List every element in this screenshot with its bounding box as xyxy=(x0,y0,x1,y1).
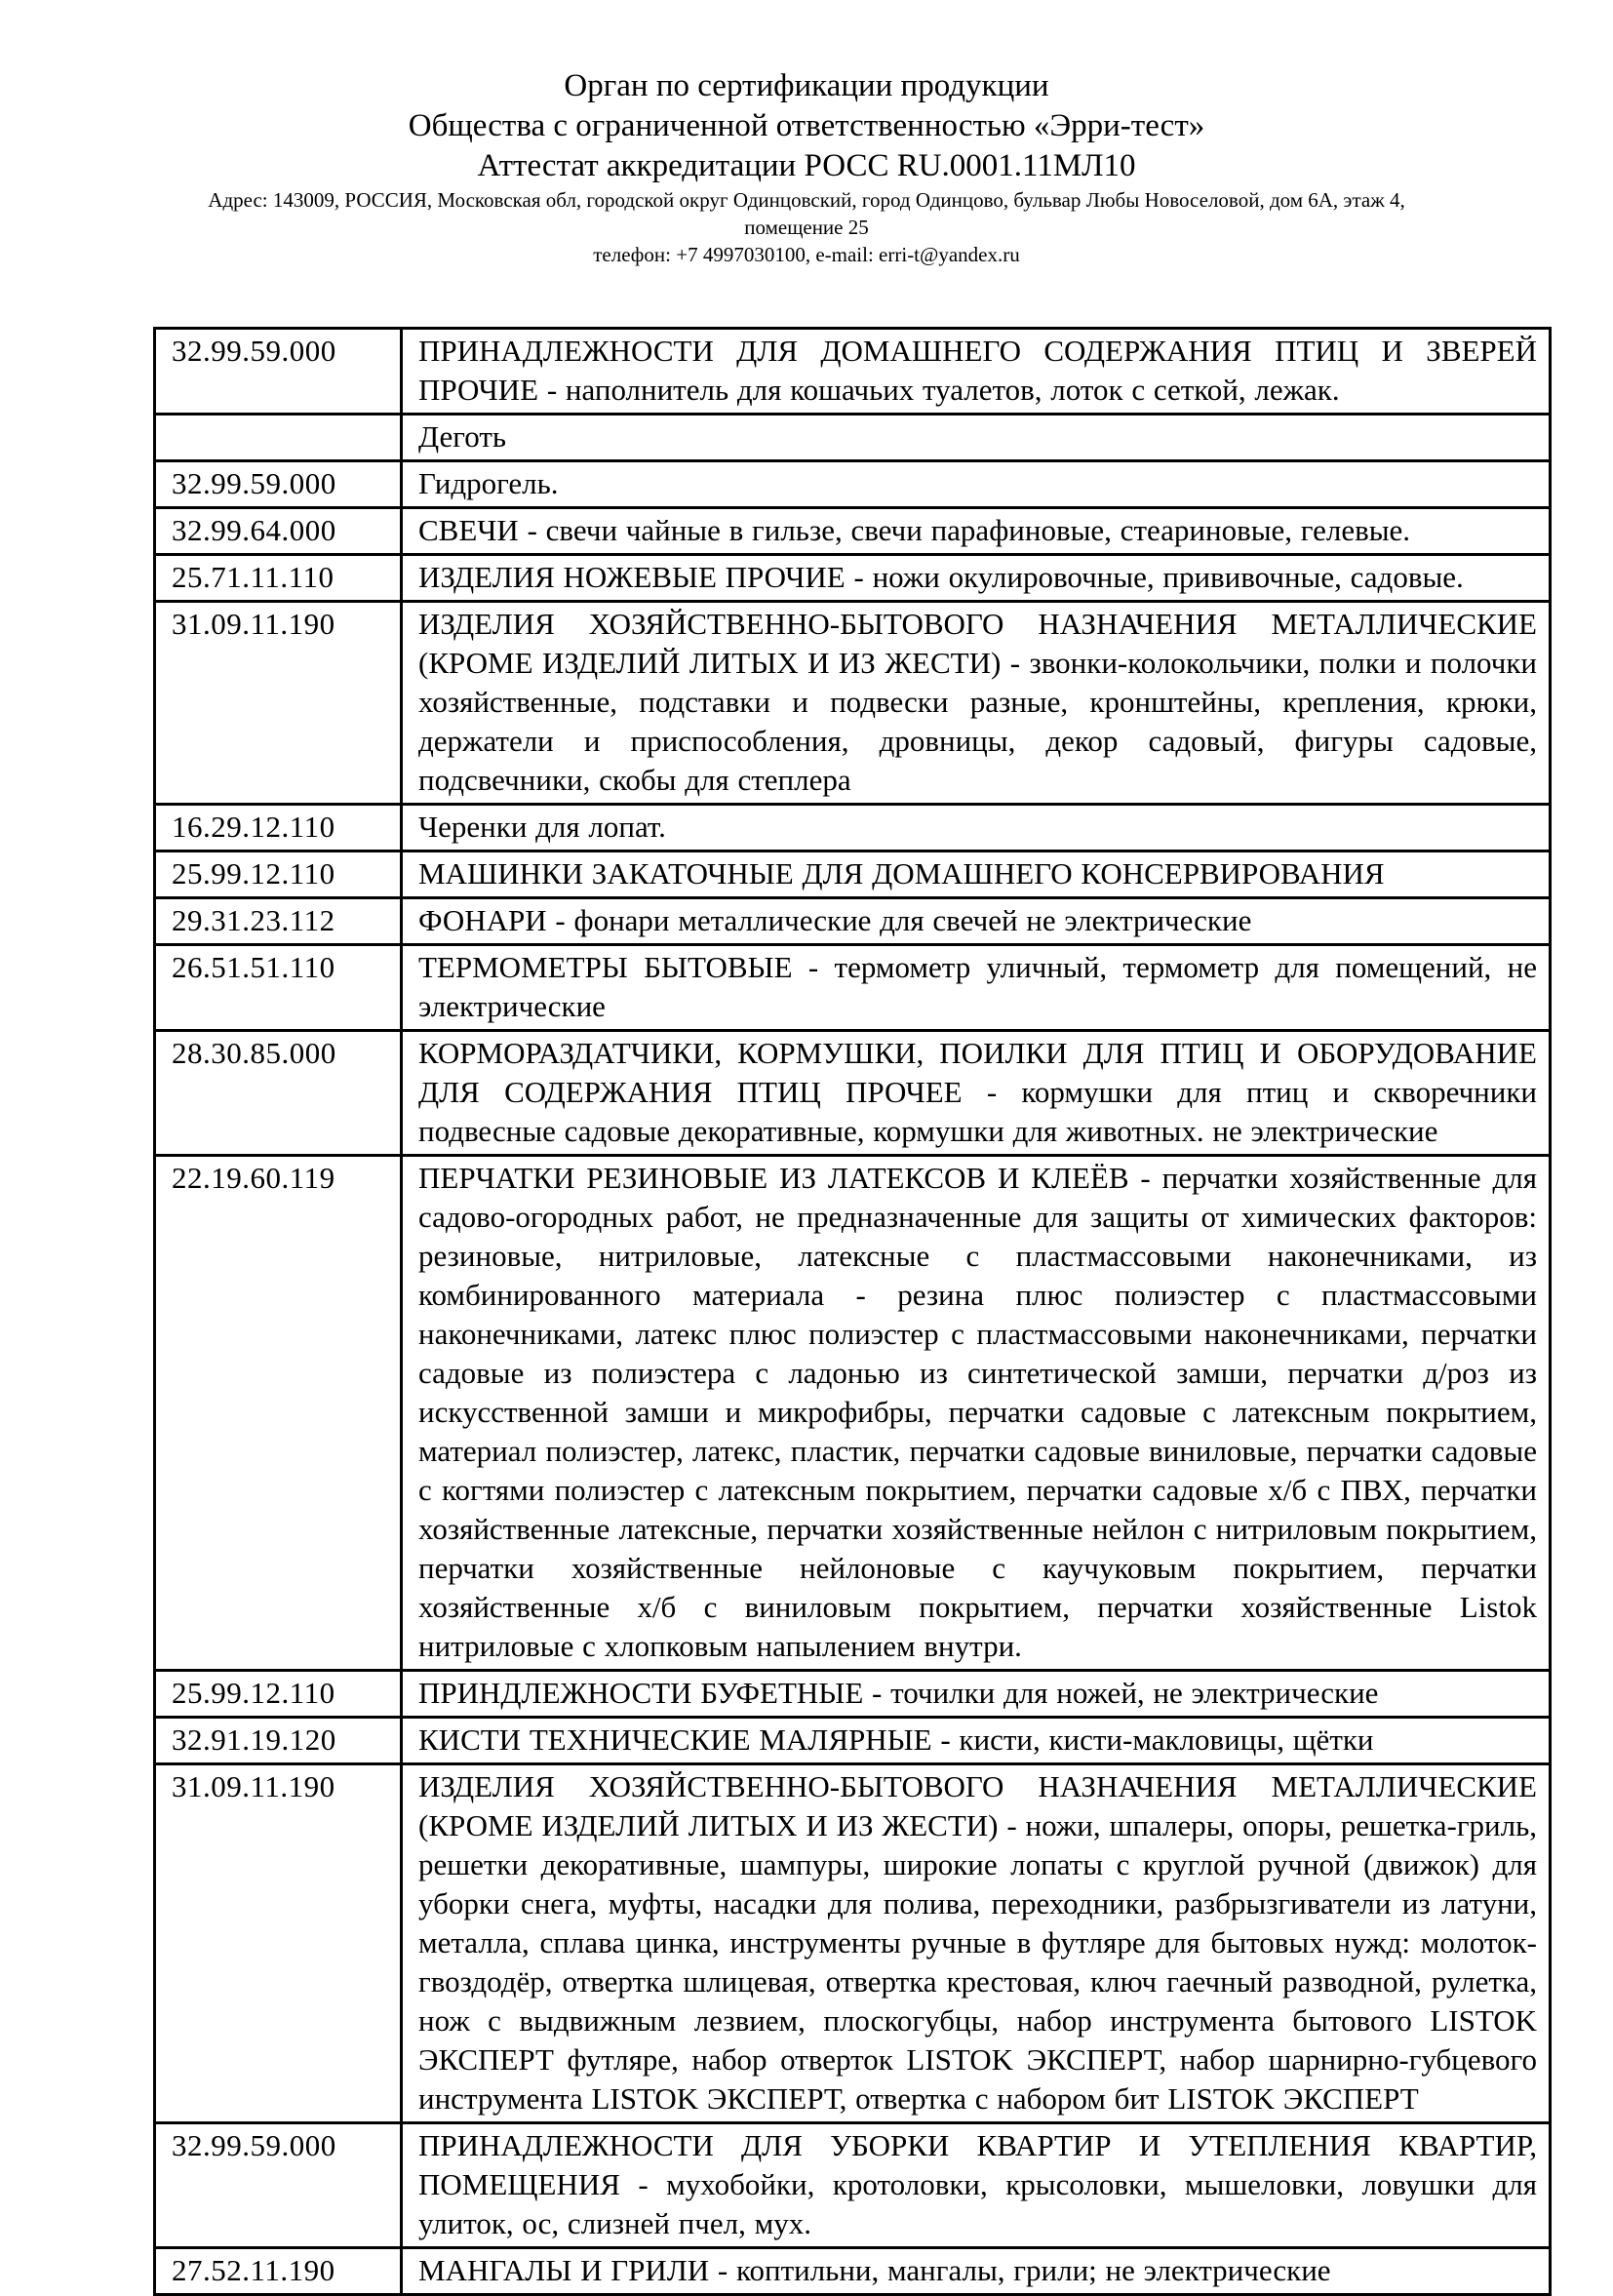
table-row xyxy=(155,508,1551,555)
product-code xyxy=(155,415,402,461)
table-row xyxy=(155,1764,1551,2123)
table-row xyxy=(155,1031,1551,1156)
product-code: 27.52.11.190 xyxy=(155,2248,402,2295)
document-header xyxy=(0,0,1613,268)
product-description: Деготь xyxy=(402,415,1551,461)
product-code: 32.99.64.000 xyxy=(155,508,402,555)
product-description: ПРИНАДЛЕЖНОСТИ ДЛЯ УБОРКИ КВАРТИР И УТЕПЛЕНИЯ КВАРТИР, ПОМЕЩЕНИЯ - мухобойки, кротоловки, крысоловки, мышеловки, ловушки для улиток, ос, слизней пчел, мух. xyxy=(402,2123,1551,2248)
product-certification-table xyxy=(153,327,1552,2296)
product-description: ПЕРЧАТКИ РЕЗИНОВЫЕ ИЗ ЛАТЕКСОВ И КЛЕЁВ - перчатки хозяйственные для садово-огородных работ, не предназначенные для защиты от химических факторов: резиновые, нитриловые, латексные с пластмассовыми наконечниками, из комбинированного материала - резина плюс полиэстер с пластмассовыми наконечниками, латекс плюс полиэстер с пластмассовыми наконечниками, перчатки садовые из полиэстера с ладонью из синтетической замши, перчатки д/роз из искусственной замши и микрофибры, перчатки садовые с латексным покрытием, материал полиэстер, латекс, пластик, перчатки садовые виниловые, перчатки садовые с когтями полиэстер с латексным покрытием, перчатки садовые х/б с ПВХ, перчатки хозяйственные латексные, перчатки хозяйственные нейлон с нитриловым покрытием, перчатки хозяйственные нейлоновые с каучуковым покрытием, перчатки хозяйственные х/б с виниловым покрытием, перчатки хозяйственные Listok нитриловые с хлопковым напылением внутри. xyxy=(402,1156,1551,1671)
product-code: 32.91.19.120 xyxy=(155,1718,402,1764)
product-description: ТЕРМОМЕТРЫ БЫТОВЫЕ - термометр уличный, термометр для помещений, не электрические xyxy=(402,945,1551,1031)
product-code: 25.99.12.110 xyxy=(155,851,402,898)
table-row xyxy=(155,415,1551,461)
product-code: 16.29.12.110 xyxy=(155,805,402,851)
table-row xyxy=(155,945,1551,1031)
product-code: 32.99.59.000 xyxy=(155,329,402,415)
product-description: МАНГАЛЫ И ГРИЛИ - коптильни, мангалы, грили; не электрические xyxy=(402,2248,1551,2295)
product-code: 31.09.11.190 xyxy=(155,1764,402,2123)
product-code: 28.30.85.000 xyxy=(155,1031,402,1156)
address-line2: помещение 25 xyxy=(744,216,869,239)
table-row xyxy=(155,2248,1551,2295)
org-title-line1: Орган по сертификации продукции xyxy=(564,68,1049,103)
product-description: СВЕЧИ - свечи чайные в гильзе, свечи парафиновые, стеариновые, гелевые. xyxy=(402,508,1551,555)
product-description: Гидрогель. xyxy=(402,461,1551,508)
product-code: 25.71.11.110 xyxy=(155,555,402,602)
table-row xyxy=(155,1156,1551,1671)
table-row xyxy=(155,805,1551,851)
table-row xyxy=(155,329,1551,415)
product-code: 25.99.12.110 xyxy=(155,1671,402,1718)
table-row xyxy=(155,851,1551,898)
product-description: МАШИНКИ ЗАКАТОЧНЫЕ ДЛЯ ДОМАШНЕГО КОНСЕРВИРОВАНИЯ xyxy=(402,851,1551,898)
product-description: КОРМОРАЗДАТЧИКИ, КОРМУШКИ, ПОИЛКИ ДЛЯ ПТИЦ И ОБОРУДОВАНИЕ ДЛЯ СОДЕРЖАНИЯ ПТИЦ ПРОЧЕЕ - кормушки для птиц и скворечники подвесные садовые декоративные, кормушки для животных. не электрические xyxy=(402,1031,1551,1156)
table-row xyxy=(155,555,1551,602)
table-row xyxy=(155,1671,1551,1718)
accreditation-line: Аттестат аккредитации РОСС RU.0001.11МЛ10 xyxy=(477,148,1136,183)
product-code: 22.19.60.119 xyxy=(155,1156,402,1671)
contacts-line: телефон: +7 4997030100, e-mail: erri-t@yandex.ru xyxy=(593,243,1020,266)
table-row xyxy=(155,461,1551,508)
table-row xyxy=(155,602,1551,805)
table-row xyxy=(155,2123,1551,2248)
product-description: ФОНАРИ - фонари металлические для свечей не электрические xyxy=(402,898,1551,945)
table-row xyxy=(155,898,1551,945)
product-code: 29.31.23.112 xyxy=(155,898,402,945)
product-code: 32.99.59.000 xyxy=(155,2123,402,2248)
product-description: ИЗДЕЛИЯ НОЖЕВЫЕ ПРОЧИЕ - ножи окулировочные, прививочные, садовые. xyxy=(402,555,1551,602)
address-line1: Адрес: 143009, РОССИЯ, Московская обл, городской округ Одинцовский, город Одинцово, бульвар Любы Новоселовой, дом 6А, этаж 4, xyxy=(208,188,1405,212)
product-description: ПРИНДЛЕЖНОСТИ БУФЕТНЫЕ - точилки для ножей, не электрические xyxy=(402,1671,1551,1718)
product-description: ПРИНАДЛЕЖНОСТИ ДЛЯ ДОМАШНЕГО СОДЕРЖАНИЯ ПТИЦ И ЗВЕРЕЙ ПРОЧИЕ - наполнитель для кошачьих туалетов, лоток с сеткой, лежак. xyxy=(402,329,1551,415)
product-code: 26.51.51.110 xyxy=(155,945,402,1031)
product-code: 32.99.59.000 xyxy=(155,461,402,508)
product-description: ИЗДЕЛИЯ ХОЗЯЙСТВЕННО-БЫТОВОГО НАЗНАЧЕНИЯ МЕТАЛЛИЧЕСКИЕ (КРОМЕ ИЗДЕЛИЙ ЛИТЫХ И ИЗ ЖЕСТИ) - звонки-колокольчики, полки и полочки хозяйственные, подставки и подвески разные, кронштейны, крепления, крюки, держатели и приспособления, дровницы, декор садовый, фигуры садовые, подсвечники, скобы для степлера xyxy=(402,602,1551,805)
table-row xyxy=(155,1718,1551,1764)
product-description: Черенки для лопат. xyxy=(402,805,1551,851)
product-description: ИЗДЕЛИЯ ХОЗЯЙСТВЕННО-БЫТОВОГО НАЗНАЧЕНИЯ МЕТАЛЛИЧЕСКИЕ (КРОМЕ ИЗДЕЛИЙ ЛИТЫХ И ИЗ ЖЕСТИ) - ножи, шпалеры, опоры, решетка-гриль, решетки декоративные, шампуры, широкие лопаты с круглой ручной (движок) для уборки снега, муфты, насадки для полива, переходники, разбрызгиватели из латуни, металла, сплава цинка, инструменты ручные в футляре для бытовых нужд: молоток-гвоздодёр, отвертка шлицевая, отвертка крестовая, ключ гаечный разводной, рулетка, нож с выдвижным лезвием, плоскогубцы, набор инструмента бытового LISTOK ЭКСПЕРТ футляре, набор отверток LISTOK ЭКСПЕРТ, набор шарнирно-губцевого инструмента LISTOK ЭКСПЕРТ, отвертка с набором бит LISTOK ЭКСПЕРТ xyxy=(402,1764,1551,2123)
product-code: 31.09.11.190 xyxy=(155,602,402,805)
product-description: КИСТИ ТЕХНИЧЕСКИЕ МАЛЯРНЫЕ - кисти, кисти-макловицы, щётки xyxy=(402,1718,1551,1764)
org-title-line2: Общества с ограниченной ответственностью «Эрри-тест» xyxy=(408,108,1205,143)
